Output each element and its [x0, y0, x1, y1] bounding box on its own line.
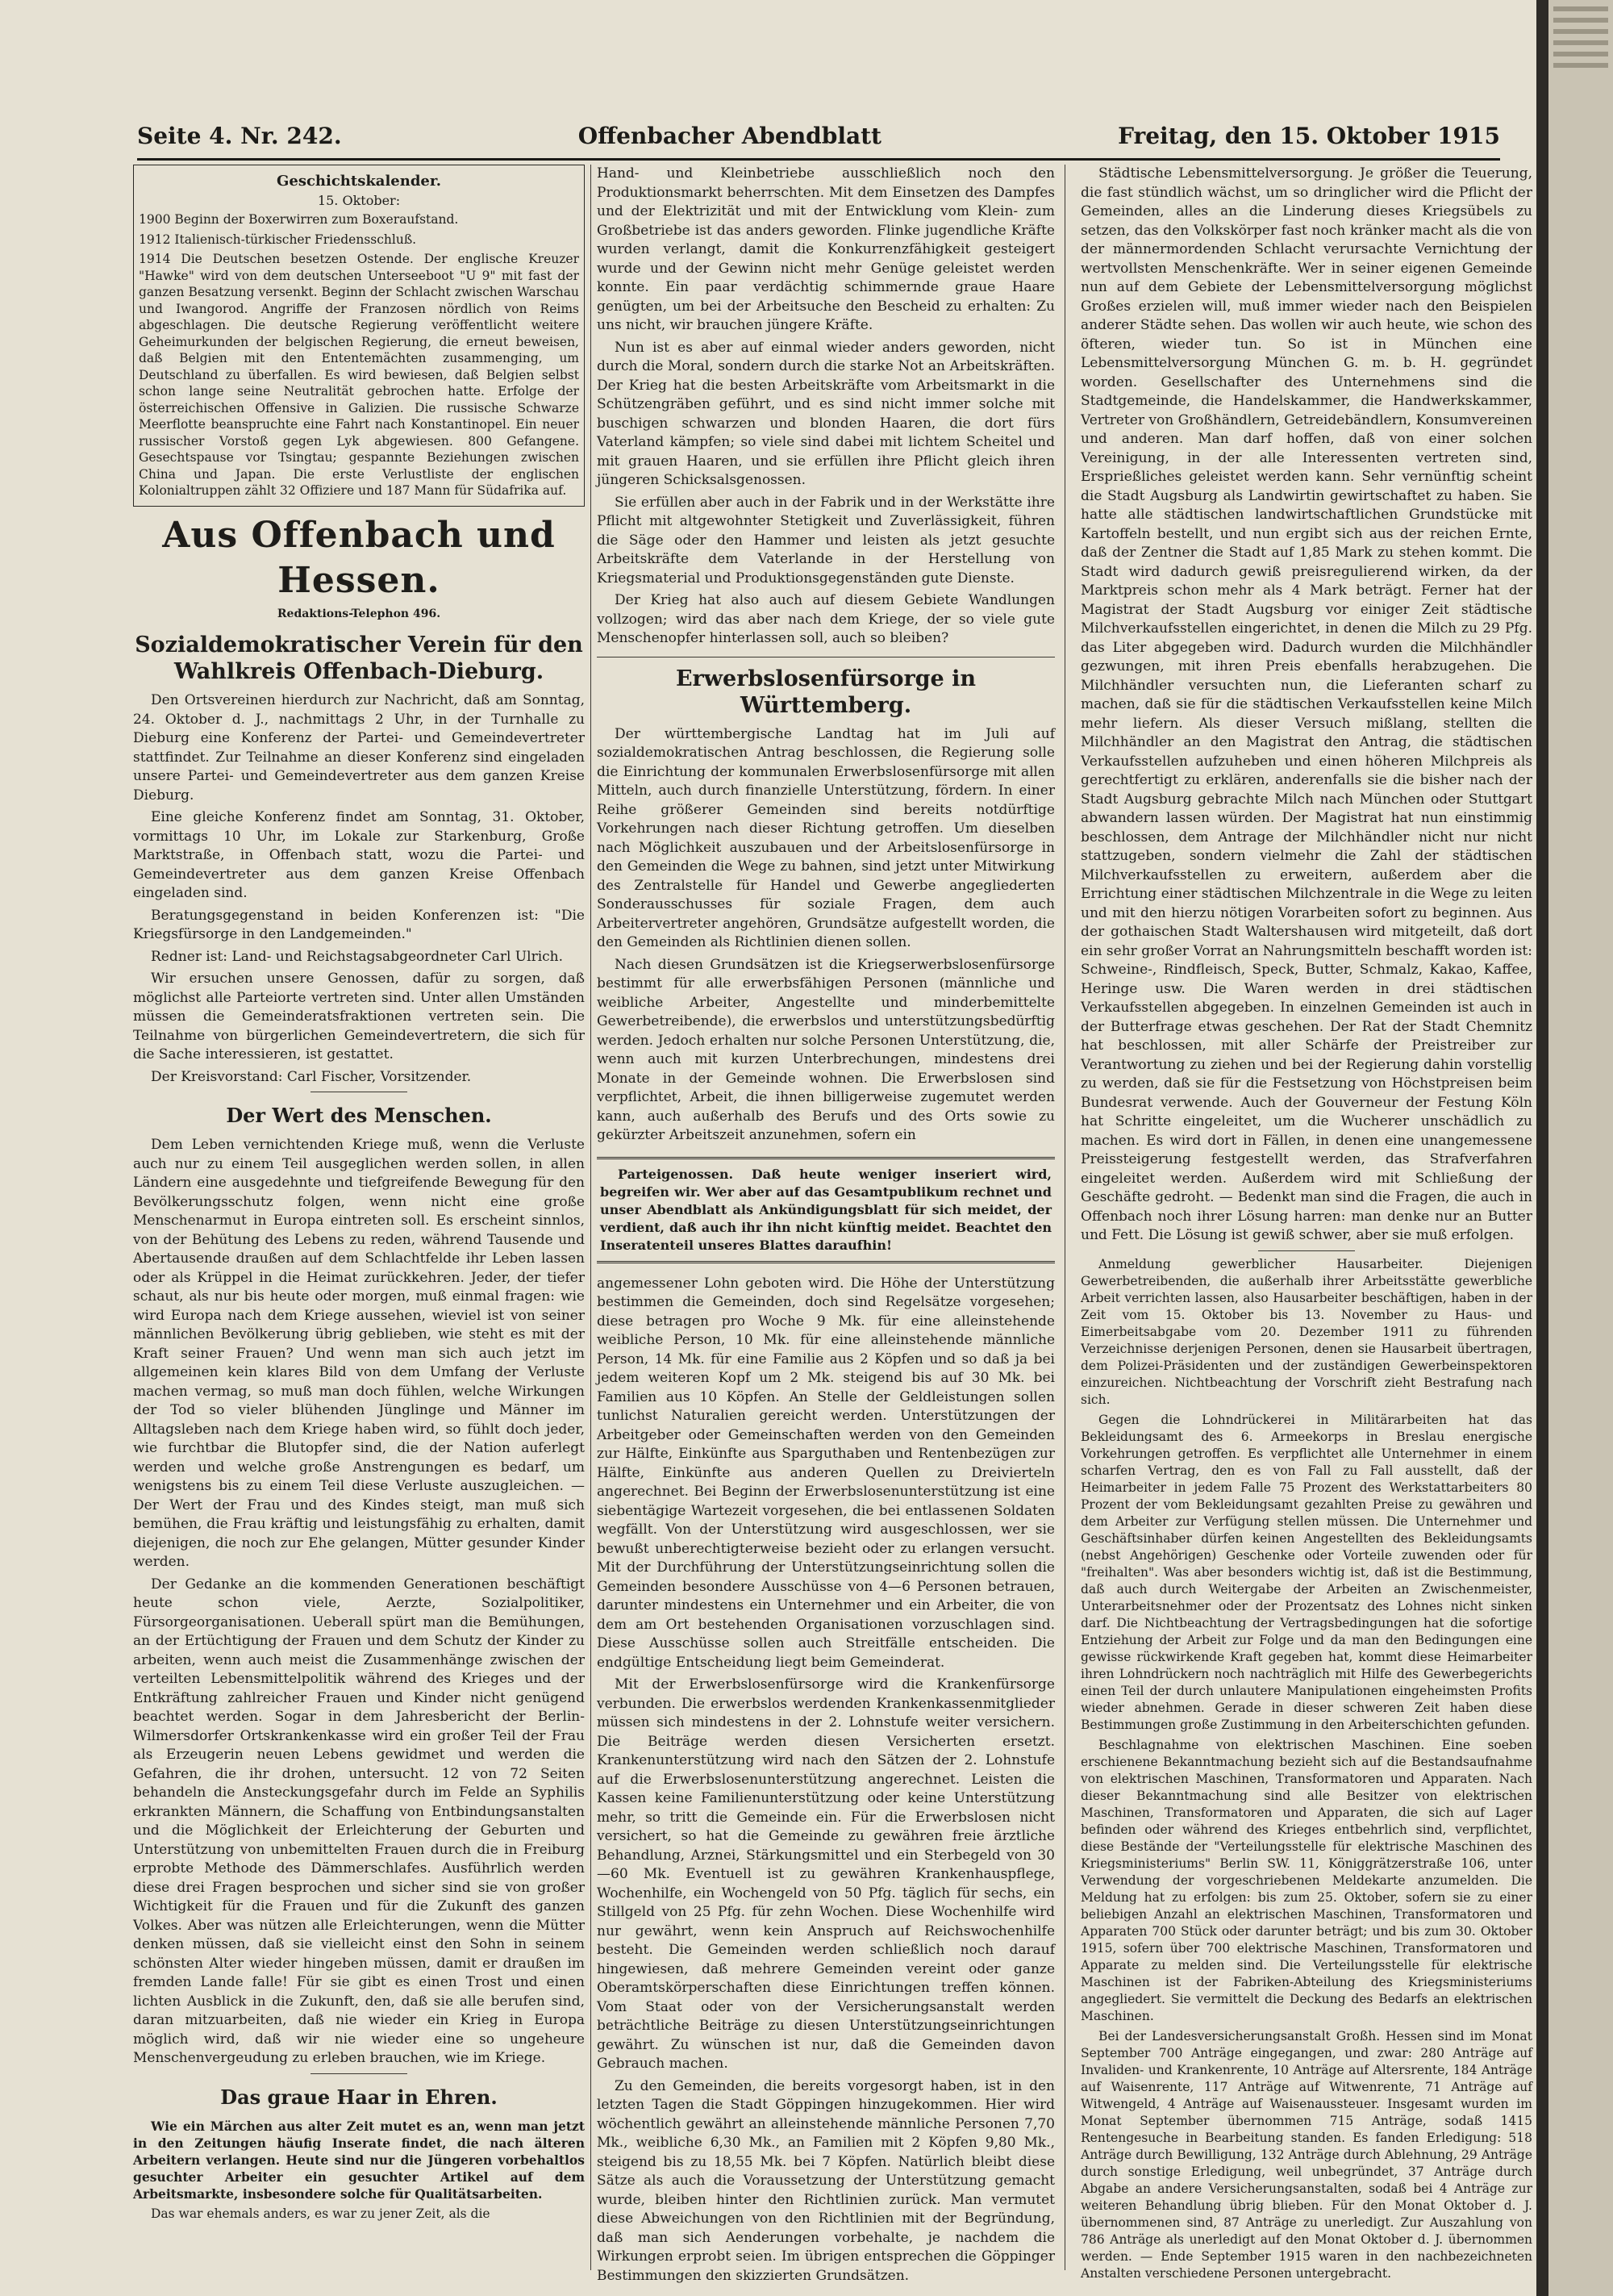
paragraph: Gegen die Lohndrückerei in Militärarbeiten hat das Bekleidungsamt des 6. Armeekorps in Breslau energische Vorkehrungen getroffen. Es verpflichtet alle Unternehmer in einem scharfen Vertrag, den es von Fall zu Fall ausstellt, daß der Heimarbeiter in jedem Falle 75 Prozent des Werkstattarbeiters 80 Prozent der vom Bekleidungsamt gezahlten Preise zu gewähren und dem Arbeiter zur Verfügung stellen müssen. Die Unternehmer und Geschäftsinhaber dürfen keinen Angestellten des Bekleidungsamts (nebst Angehörigen) Geschenke oder Vorteile zuwenden oder für "freihalten". Was aber besonders wichtig ist, daß ist die Bestimmung, daß auch durch Weitergabe der Arbeiten an Zwischenmeister, Unterarbeitsnehmer oder der Prozentsatz des Lohnes nicht sinken darf. Die Nichtbeachtung der Vertragsbedingungen hat die sofortige Entziehung der Arbeit zur Folge und da man den Bedingungen eine gewisse rückwirkende Kraft gegeben hat, kommt diese Heimarbeiter ihren Lohndrückern noch nachträglich mit Hilfe des Gewerbegerichts einen Teil der durch unlautere Manipulationen eingeheimsten Profits wieder abnehmen. Gerade in dieser schweren Zeit haben diese Bestimmungen große Zustimmung in den Arbeiterschichten gefunden. [1081, 1412, 1532, 1732]
paragraph: Eine gleiche Konferenz findet am Sonntag, 31. Oktober, vormittags 10 Uhr, im Lokale zur Starkenburg, Große Marktstraße, in Offenbach statt, wozu die Partei- und Gemeindevertreter aus dem ganzen Kreise Offenbach eingeladen sind. [133, 809, 585, 901]
kalender-date: 15. Oktober: [317, 192, 401, 208]
page-header [137, 113, 1500, 158]
paragraph: Sie erfüllen aber auch in der Fabrik und in der Werkstätte ihre Pflicht mit altgewohnter Stetigkeit und Zuverlässigkeit, führen die Säge oder den Hammer und leisten als jetzt gesuchte Arbeitskräfte dem Vaterlande in der Herstellung von Kriegsmaterial und Produktionsgegenständen gute Dienste. [597, 494, 1055, 587]
column-1 [133, 165, 585, 2226]
ghost-line [1553, 6, 1608, 11]
paragraph: Mit der Erwerbslosenfürsorge wird die Krankenfürsorge verbunden. Die erwerbslos werdenden Krankenkassenmitglieder müssen sich mindestens in der 2. Lohnstufe weiter versichern. Die Beiträge werden diesen Versicherten ersetzt. Krankenunterstützung wird nach den Sätzen der 2. Lohnstufe auf die Erwerbslosenunterstützung angerechnet. Leisten die Kassen keine Familienunterstützung oder keine Unterstützung mehr, so tritt die Gemeinde ein. Für die Erwerbslosen nicht versichert, so hat die Gemeinde zu gewähren freie ärztliche Behandlung, Arznei, Stärkungsmittel und ein Sterbegeld von 30—60 Mk. Eventuell ist zu gewähren Krankenhauspflege, Wochenhilfe, ein Wochengeld von 50 Pfg. täglich für sechs, ein Stillgeld von 25 Pfg. für zehn Wochen. Diese Wochenhilfe wird nur gewährt, wenn kein Anspruch auf Reichswochenhilfe besteht. Die Gemeinden werden schließlich noch darauf hingewiesen, daß mehrere Gemeinden vereint oder ganze Oberamtskörperschaften diese Einrichtungen treffen können. Vom Staat oder von der Versicherungsanstalt werden beträchtliche Beiträge zu diesen Unterstützungseinrichtungen gewährt. Zu wünschen ist nur, daß die Gemeinden davon Gebrauch machen. [597, 1676, 1055, 2072]
article-heading-verein: Sozialdemokratischer Verein für den Wahlkreis Offenbach-Dieburg. [135, 632, 583, 684]
geschichtskalender [133, 165, 585, 507]
article-heading-haar: Das graue Haar in Ehren. [220, 2085, 498, 2109]
ghost-line [1553, 29, 1608, 34]
paragraph: Nun ist es aber auf einmal wieder anders geworden, nicht durch die Moral, sondern durch die starke Not an Arbeitskräften. Der Krieg hat die besten Arbeitskräfte vom Arbeitsmarkt in die Schützengräben geführt, und es sind nicht immer solche mit buschigen schwarzen und blonden Haaren, die dort fürs Vaterland kämpfen; so viele sind dabei mit lichtem Scheitel und mit grauen Haaren, und sie erfüllen ihre Pflicht gleich ihren jüngeren Schicksalsgenossen. [597, 339, 1055, 488]
paragraph: Beratungsgegenstand in beiden Konferenzen ist: "Die Kriegsfürsorge in den Landgemeinden." [133, 907, 585, 942]
redaktions-telephon: Redaktions-Telephon 496. [277, 607, 441, 620]
paragraph: Anmeldung gewerblicher Hausarbeiter. Diejenigen Gewerbetreibenden, die außerhalb ihrer Arbeitsstätte gewerbliche Arbeit verrichten lassen, also Hausarbeiter beschäftigen, haben in der Zeit vom 15. Oktober bis 13. November zu Haus- und Eimerbeitsabgabe vom 20. Dezember 1911 zu führenden Verzeichnisse derjenigen Personen, denen sie Hausarbeit übertragen, dem Polizei-Präsidenten und der zuständigen Gewerbeinspektoren einzureichen. Nichtbeachtung der Vorschrift zieht Bestrafung nach sich. [1081, 1256, 1532, 1407]
paragraph: Das war ehemals anders, es war zu jener Zeit, als die [151, 2206, 490, 2221]
kalender-title: Geschichtskalender. [277, 173, 441, 190]
kalender-item: 1914 Die Deutschen besetzen Ostende. Der englische Kreuzer "Hawke" wird von dem deutschen Unterseeboot "U 9" mit fast der ganzen Besatzung versenkt. Beginn der Schlacht zwischen Warschau und Iwangorod. Angriffe der Franzosen nördlich von Reims abgeschlagen. Die deutsche Regierung veröffentlicht weitere Geheimurkunden der belgischen Regierung, die erneut beweisen, daß Belgien mit den Ententemächten zusammenging, um Deutschland zu überfallen. Es wird bewiesen, daß Belgien selbst schon lange seine Neutralität gebrochen hatte. Erfolge der österreichischen Offensive in Galizien. Die russische Schwarze Meerflotte beanspruchte eine Fahrt nach Konstantinopel. Ein neuer russischer Vorstoß gegen Lyk abgewiesen. 800 Gefangene. Gesechtspause vor Tsingtau; gespannte Beziehungen zwischen China und Japan. Die erste Verlustliste der englischen Kolonialtruppen zählt 32 Offiziere und 187 Mann für Südafrika auf. [139, 252, 579, 498]
adjacent-page-edge [1548, 0, 1613, 2296]
paragraph: Nach diesen Grundsätzen ist die Kriegserwerbslosenfürsorge bestimmt für alle erwerbsfähigen Personen (männliche und weibliche Arbeiter, Angestellte und minderbemittelte Gewerbetreibende), die erwerbslos und unterstützungsbedürftig werden. Jedoch erhalten nur solche Personen Unterstützung, die, wenn auch mit kurzen Unterbrechungen, mindestens drei Monate in der Gemeinde wohnen. Die Erwerbslosen sind verpflichtet, Arbeit, die ihnen billigerweise zugemutet werden kann, auch außerhalb des Berufs und des Orts sowie zu gekürzter Arbeitszeit anzunehmen, sofern ein [597, 956, 1055, 1143]
ghost-line [1553, 40, 1608, 45]
paragraph: Dem Leben vernichtenden Kriege muß, wenn die Verluste auch nur zu einem Teil ausgeglichen werden sollen, in allen Ländern eine ausgedehnte und tiefgreifende Bewegung für den Bevölkerungsschutz folgen, wenn nicht eine große Menschenarmut in Europa eintreten soll. Es erscheint sinnlos, von der Behütung des Lebens zu reden, während Tausende und Abertausende draußen auf dem Schlachtfelde ihr Leben lassen oder als Krüppel in die Heimat zurückkehren. Jeder, der tiefer schaut, als nur bis heute oder morgen, muß einmal fragen: wie wird Europa nach dem Kriege aussehen, wieviel ist von seiner männlichen Bevölkerung übrig geblieben, wie steht es mit der Kraft seiner Frauen? Und wenn man sich auch jetzt im allgemeinen kein klares Bild von dem Umfang der Verluste machen vermag, so muß man doch fühlen, welche Wirkungen der Tod so vieler blühenden Jünglinge und Männer im Alltagsleben nach dem Kriege haben wird, so fühlt doch jeder, wie furchtbar die Blutopfer sind, die der Nation auferlegt werden und welche große Anstrengungen es bedarf, um wenigstens bis zu einem Teil diese Verluste auszugleichen. — Der Wert der Frau und des Kindes steigt, man muß sich bemühen, die Frau kräftig und leistungsfähig zu erhalten, damit diejenigen, die noch zur Ehe gelangen, Mütter gesunder Kinder werden. [133, 1137, 585, 1570]
paragraph: Städtische Lebensmittelversorgung. Je größer die Teuerung, die fast stündlich wächst, um so dringlicher wird die Pflicht der Gemeinden, alles an die Linderung dieses Kriegsübels zu setzen, das den Volkskörper fast noch kränker macht als die von der männermordenden Schlacht verursachte Vernichtung der wertvollsten Menschenkräfte. Wer in seiner eigenen Gemeinde nun auf dem Gebiete der Lebensmittelversorgung möglichst Großes erzielen will, muß immer wieder nach den Beispielen anderer Städte sehen. Das wollen wir auch heute, wie schon des öfteren, wieder tun. So ist in München eine Lebensmittelversorgung München G. m. b. H. gegründet worden. Gesellschafter des Unternehmens sind die Stadtgemeinde, die Handelskammer, die Handwerkskammer, Vertreter von Großhändlern, Getreidebändlern, Konsumvereinen und anderen. Man darf hoffen, daß von einer solchen Vereinigung, in der alle Interessenten vertreten sind, Ersprießliches geleistet werden kann. Sehr vernünftig scheint die Stadt Augsburg als Landwirtin gewirtschaftet zu haben. Sie hatte alle städtischen landwirtschaftlichen Grundstücke mit Kartoffeln bestellt, und nun ergibt sich aus der reichen Ernte, daß der Zentner die Stadt auf 1,85 Mark zu stehen kommt. Die Stadt wird dadurch gewiß preisregulierend wirken, da der Marktpreis schon mehr als 4 Mark beträgt. Ferner hat der Magistrat der Stadt Augsburg vor einiger Zeit städtische Milchverkaufsstellen eingerichtet, in denen die Milch zu 29 Pfg. das Liter abgegeben wird. Dadurch wurden die Milchhändler gezwungen, mit ihren Preis ebenfalls herabzugehen. Die Milchhändler versuchten nun, die Lieferanten scharf zu machen, daß sie für die städtischen Verkaufsstellen keine Milch mehr liefern. Als dieser Versuch mißlang, stellten die Milchhändler an den Magistrat den Antrag, die städtischen Verkaufsstellen aufzuheben und einen höheren Milchpreis als gerechtfertigt zu erklären, anderenfalls sie die bisher nach der Stadt Augsburg gebrachte Milch nach München oder Stuttgart abwandern lassen würden. Der Magistrat hat nun einstimmig beschlossen, dem Antrage der Milchhändler nicht nur nicht stattzugeben, sondern vielmehr die Zahl der städtischen Milchverkaufsstellen zu erweitern, außerdem aber die Errichtung einer städtischen Milchzentrale in die Wege zu leiten und mit den hierzu nötigen Vorarbeiten sofort zu beginnen. Aus der gothaischen Stadt Waltershausen wird mitgeteilt, daß dort ein sehr großer Vorrat an Nahrungsmitteln beschafft worden ist: Schweine-, Rindfleisch, Speck, Butter, Schmalz, Kakao, Kaffee, Heringe usw. Die Waren werden in drei städtischen Verkaufsstellen abgegeben. In einzelnen Gemeinden ist auch in der Butterfrage etwas geschehen. Der Rat der Stadt Chemnitz hat beschlossen, mit aller Schärfe der Preistreiber zur Verantwortung zu ziehen und bei der Regierung dahin vorstellig zu werden, daß sie für die Festsetzung von Höchstpreisen beim Bundesrat verwende. Auch der Gouverneur der Festung Köln hat Schritte eingeleitet, um die Wucherer unschädlich zu machen. Es wird dort in Fällen, in denen eine unangemessene Preissteigerung festgestellt werden, das Strafverfahren eingeleitet werden. Außerdem wird mit Schließung der Geschäfte gedroht. — Bedenkt man sind die Fragen, die auch in Offenbach noch ihrer Lösung harren: man denke nur an Butter und Fett. Die Lösung ist gewiß schwer, aber sie muß erfolgen. [1081, 165, 1532, 1243]
article-heading-wert: Der Wert des Menschen. [226, 1104, 492, 1127]
page-number: Seite 4. Nr. 242. [137, 122, 342, 149]
kalender-item: 1912 Italienisch-türkischer Friedensschluß. [139, 232, 417, 247]
divider [311, 2073, 407, 2074]
header-rule [137, 158, 1500, 161]
paragraph: Den Ortsvereinen hierdurch zur Nachricht, daß am Sonntag, 24. Oktober d. J., nachmittags 2 Uhr, in der Turnhalle zu Dieburg eine Konferenz der Partei- und Gemeindevertreter stattfindet. Zur Teilnahme an dieser Konferenz sind eingeladen unsere Partei- und Gemeindevertreter aus dem ganzen Kreise Dieburg. [133, 692, 585, 804]
kalender-item: 1900 Beginn der Boxerwirren zum Boxeraufstand. [139, 212, 459, 227]
ghost-line [1553, 52, 1608, 56]
section-title: Aus Offenbach und Hessen. [162, 514, 556, 601]
column-2 [597, 165, 1055, 2289]
paragraph: Wie ein Märchen aus alter Zeit mutet es an, wenn man jetzt in den Zeitungen häufig Inserate findet, die nach älteren Arbeitern verlangen. Heute sind nur die Jüngeren vorbehaltlos gesuchter Arbeiter ein gesuchter Artikel auf dem Arbeitsmarkte, insbesondere solche für Qualitätsarbeiten. [133, 2118, 585, 2202]
paragraph: Bei der Landesversicherungsanstalt Großh. Hessen sind im Monat September 700 Anträge eingegangen, und zwar: 280 Anträge auf Invaliden- und Krankenrente, 10 Anträge auf Altersrente, 184 Anträge auf Waisenrente, 117 Anträge auf Witwenrente, 71 Anträge auf Witwengeld, 4 Anträge auf Waisenaussteuer. Insgesamt wurden im Monat September übernommen 715 Anträge, sodaß 1415 Rentengesuche in Bearbeitung standen. Es fanden Erledigung: 518 Anträge durch Bewilligung, 132 Anträge durch Ablehnung, 29 Anträge durch sonstige Erledigung, weil unbegründet, 37 Anträge durch Abgabe an andere Versicherungsanstalten, sodaß bei 4 Anträge zur weiteren Behandlung übrig blieben. Für den Monat Oktober d. J. übernommenen sind, 87 Anträge zu unerledigt. Zur Auszahlung von 786 Anträge als unerledigt auf den Monat Oktober d. J. übernommen werden. — Ende September 1915 waren in den nachbezeichneten Anstalten verschiedene Personen untergebracht. [1081, 2028, 1532, 2281]
newspaper-title: Offenbacher Abendblatt [577, 122, 882, 149]
paragraph: Zu den Gemeinden, die bereits vorgesorgt haben, ist in den letzten Tagen die Stadt Göppingen hinzugekommen. Hier wird wöchentlich gewährt an alleinstehende männliche Personen 7,70 Mk., weibliche 6,30 Mk., an Familien mit 2 Köpfen 9,80 Mk., steigend bis zu 18,55 Mk. bei 7 Köpfen. Natürlich bleibt diese Sätze als auch die Voraussetzung der Unterstützung gemacht wurde, bleiben hinter den Richtlinien zurück. Man vermutet diese Abweichungen von den Richtlinien mit der Begründung, daß man sich Aenderungen vorbehalte, je nachdem die Wirkungen erprobt seien. Im übrigen entsprechen die Göppinger Bestimmungen den skizzierten Grundsätzen. [597, 2077, 1055, 2284]
issue-date: Freitag, den 15. Oktober 1915 [1118, 122, 1500, 149]
ghost-line [1553, 63, 1608, 68]
signature: Der Kreisvorstand: Carl Fischer, Vorsitzender. [151, 1068, 472, 1085]
paragraph: angemessener Lohn geboten wird. Die Höhe der Unterstützung bestimmen die Gemeinden, doch sind Regelsätze vorgesehen; diese betragen pro Woche 9 Mk. für eine alleinstehende weibliche Person, 10 Mk. für eine alleinstehende männliche Person, 14 Mk. für eine Familie aus 2 Köpfen und so daß ja bei jedem weiteren Kopf um 2 Mk. steigend bis auf 30 Mk. bei Familien aus 10 Köpfen. An Stelle der Geldleistungen sollen tunlichst Naturalien gereicht werden. Unterstützungen der Arbeitgeber oder Gemeinschaften werden von den Gemeinden zur Hälfte, Einkünfte aus Sparguthaben und Rentenbezügen zur Hälfte, Einkünfte aus anderen Quellen zu Dreivierteln angerechnet. Bei Beginn der Erwerbslosenunterstützung ist eine siebentägige Wartezeit vorgesehen, die bei entlassenen Soldaten wegfällt. Von der Unterstützung wird ausgeschlossen, wer sie bewußt unberechtigterweise bezieht oder zu erlangen versucht. Mit der Durchführung der Unterstützungseinrichtung sollen die Gemeinden besondere Ausschüsse von 4—6 Personen betrauen, darunter mindestens ein Unternehmer und ein Arbeiter, die von dem am Ort bestehenden Organisationen vorzuschlagen sind. Diese Ausschüsse sollen auch Streitfälle entscheiden. Die endgültige Entscheidung liegt beim Gemeinderat. [597, 1275, 1055, 1671]
paragraph: Der Krieg hat also auch auf diesem Gebiete Wandlungen vollzogen; wird das aber nach dem Kriege, der so viele gute Menschenopfer hinterlassen soll, auch so bleiben? [597, 592, 1055, 646]
ghost-line [1553, 18, 1608, 23]
paragraph: Wir ersuchen unsere Genossen, dafür zu sorgen, daß möglichst alle Parteiorte vertreten sind. Unter allen Umständen müssen die Gemeinderatsfraktionen vertreten sein. Die Teilnahme von bürgerlichen Gemeindevertretern, die sich für die Sache interessieren, ist gestattet. [133, 971, 585, 1062]
paragraph: Beschlagnahme von elektrischen Maschinen. Eine soeben erschienene Bekanntmachung bezieht sich auf die Bestandsaufnahme von elektrischen Maschinen, Transformatoren und Apparaten. Nach dieser Bekanntmachung sind alle Besitzer von elektrischen Maschinen, Transformatoren und Apparaten, die sich auf Lager befinden oder während des Krieges entbehrlich sind, verpflichtet, diese Bestände der "Verteilungsstelle für elektrische Maschinen des Kriegsministeriums" Berlin SW. 11, Königgrätzerstraße 106, unter Verwendung der vorgeschriebenen Meldekarte anzumelden. Die Meldung hat zu erfolgen: bis zum 25. Oktober, sofern sie zu einer beliebigen Anzahl an elektrischen Maschinen, Transformatoren und Apparaten 700 Stück oder darunter beträgt; und bis zum 30. Oktober 1915, sofern über 700 elektrische Maschinen, Transformatoren und Apparate zu melden sind. Die Verteilungsstelle für elektrische Maschinen ist der Fabriken-Abteilung des Kriegsministeriums angegliedert. Sie vermittelt die Deckung des Bedarfs an elektrischen Maschinen. [1081, 1737, 1532, 2023]
divider [1258, 1250, 1355, 1251]
paragraph: Der württembergische Landtag hat im Juli auf sozialdemokratischen Antrag beschlossen, die Regierung solle die Einrichtung der kommunalen Erwerbslosenfürsorge mit allen Mitteln, auch durch finanzielle Unterstützung, fördern. In einer Reihe größerer Gemeinden sind bereits notdürftige Vorkehrungen nach dieser Richtung getroffen. Um dieselben nach Möglichkeit auszubauen und der Arbeitslosenfürsorge in den Gemeinden die Wege zu bahnen, sind jetzt unter Mitwirkung des Zentralstelle für Handel und Gewerbe angegliederten Sonderausschusses für soziale Fragen, dem auch Arbeitervertreter angehören, Grundsätze aufgestellt worden, die den Gemeinden als Richtlinien dienen sollen. [597, 725, 1055, 950]
paragraph: Hand- und Kleinbetriebe ausschließlich noch den Produktionsmarkt beherrschten. Mit dem Einsetzen des Dampfes und der Elektrizität und mit der Entwicklung vom Klein- zum Großbetriebe ist das anders geworden. Flinke jugendliche Kräfte wurden verlangt, damit die Konkurrenzfähigkeit gesteigert wurde und der Gewinn nicht mehr Genüge geleistet werden konnte. Ein paar verdächtig schimmernde graue Haare genügten, um bei der Arbeitsuche den Bescheid zu erhalten: Zu uns nicht, wir brauchen jüngere Kräfte. [597, 165, 1055, 333]
column-divider-1 [590, 165, 591, 2270]
paragraph: Der Gedanke an die kommenden Generationen beschäftigt heute schon viele, Aerzte, Sozialpolitiker, Fürsorgeorganisationen. Ueberall spürt man die Bemühungen, an der Ertüchtigung der Frauen und dem Schutz der Kinder zu arbeiten, wenn auch meist die Zusammenhänge zwischen der verteilten Lebensmittelpolitik während des Krieges und der Entkräftung zahlreicher Frauen und Kinder nicht genügend beachtet werden. Sogar in dem Jahresbericht der Berlin-Wilmersdorfer Ortskrankenkasse wird ein großer Teil der Frau als Erzeugerin neuen Lebens gewidmet und werden die Gefahren, die ihr drohen, untersucht. 12 von 72 Seiten behandeln die Ansteckungsgefahr durch im Felde an Syphilis erkrankten Männern, die Schaffung von Entbindungsanstalten und die Möglichkeit der Erleichterung der Geburten und Unterstützung von unbemittelten Frauen durch die in Freiburg erprobte Methode des Dämmerschlafes. Ausführlich werden diese drei Fragen besprochen und sicher sind sie von großer Wichtigkeit für die Frauen und für die Zukunft des ganzen Volkes. Aber was nützen alle Erleichterungen, wenn die Mütter denken müssen, daß sie vielleicht einst den Sohn in seinem schönsten Alter wieder hingeben müssen, damit er draußen im fremden Lande falle! Für sie gibt es einen Trost und einen lichten Ausblick in die Zukunft, den, daß sie alle berufen sind, daran mitzuarbeiten, daß nie wieder ein Krieg in Europa möglich wird, daß wir nie wieder eine so ungeheure Menschenvergeudung zu erleben brauchen, wie im Kriege. [133, 1576, 585, 2066]
article-heading-erwerbslosen: Erwerbslosenfürsorge in Württemberg. [675, 666, 977, 718]
notice-box: Parteigenossen. Daß heute weniger inseriert wird, begreifen wir. Wer aber auf das Gesamtpublikum rechnet und unser Abendblatt als Ankündigungsblatt für sich meidet, der verdient, daß auch ihr ihn nicht künftig meidet. Beachtet den Inseratenteil unseres Blattes daraufhin! [597, 1157, 1055, 1263]
paragraph: Redner ist: Land- und Reichstagsabgeordneter Carl Ulrich. [151, 948, 564, 965]
column-3 [1081, 165, 1532, 2286]
